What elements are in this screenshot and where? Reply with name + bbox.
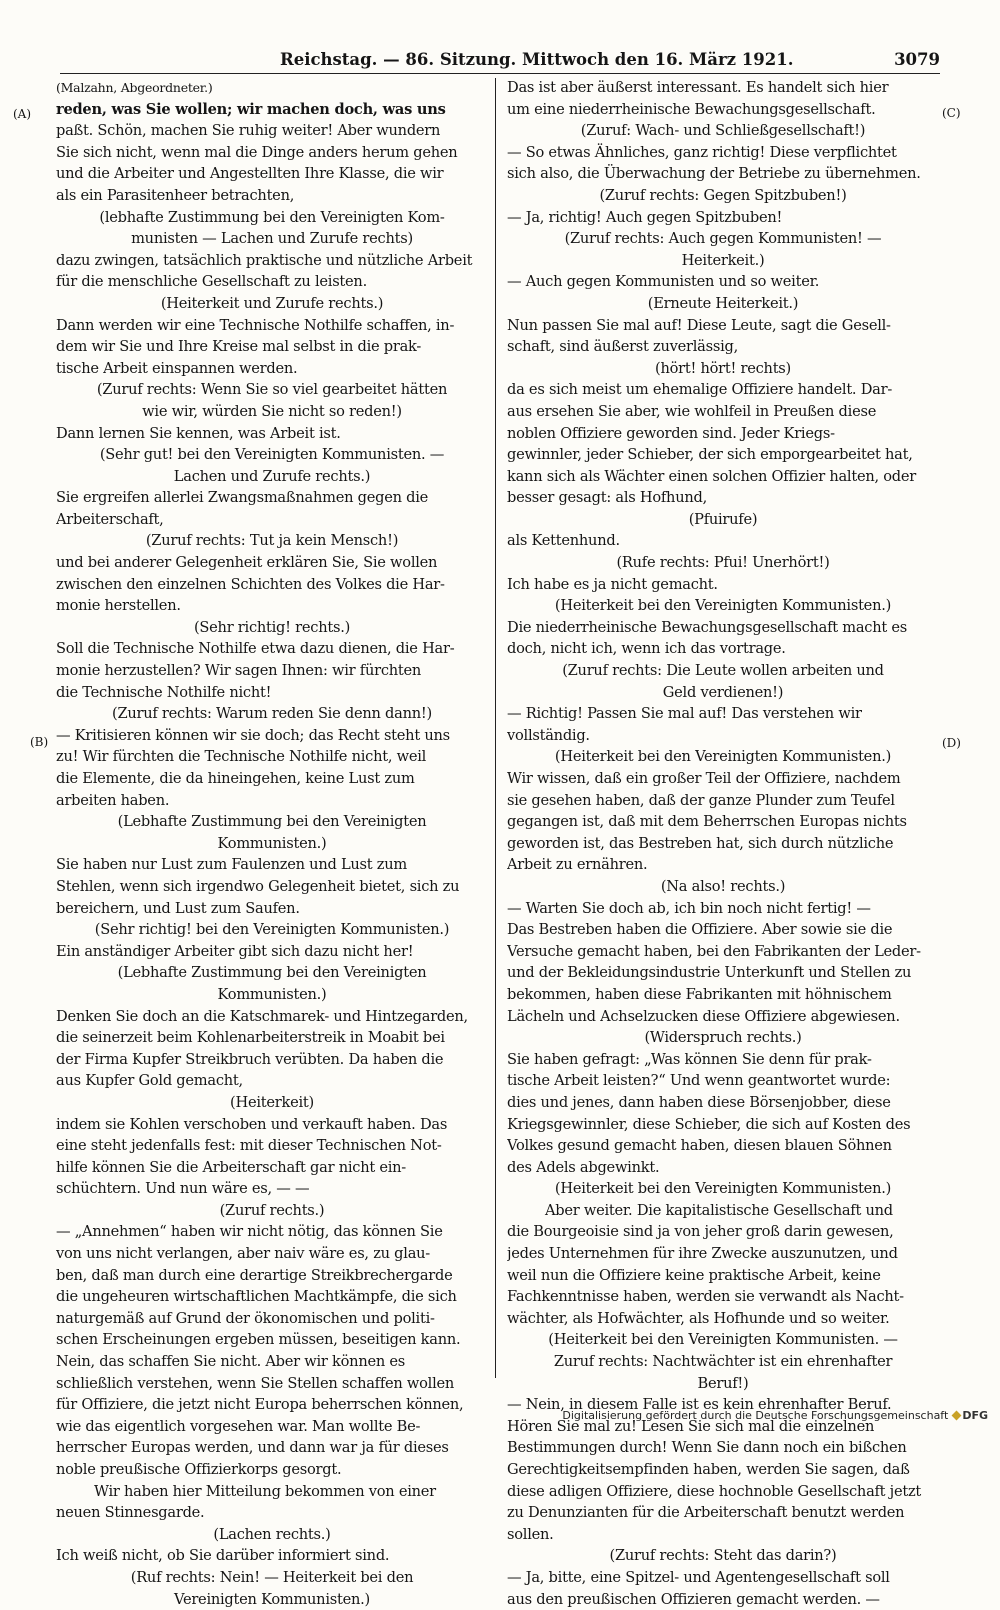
margin-marker-d: (D) (942, 736, 961, 750)
text-line: — Nein, in diesem Falle ist es kein ehrenhafter Beruf. (507, 1396, 892, 1414)
text-line: weil nun die Offiziere keine praktische Arbeit, keine (507, 1266, 881, 1284)
text-line: Aber weiter. Die kapitalistische Gesellschaft und (545, 1201, 893, 1219)
text-line: Versuche gemacht haben, bei den Fabrikanten der Leder- (507, 942, 921, 960)
text-line: (Sehr richtig! bei den Vereinigten Kommunisten.) (94, 921, 450, 939)
text-line: noblen Offiziere geworden sind. Jeder Kriegs- (507, 424, 835, 442)
text-line: (Heiterkeit bei den Vereinigten Kommunisten. — (548, 1331, 898, 1349)
dfg-logo (953, 1409, 988, 1422)
text-line: Hören Sie mal zu! Lesen Sie sich mal die einzelnen (507, 1417, 875, 1435)
text-line: (Lachen rechts.) (213, 1525, 331, 1543)
text-line: diese adligen Offiziere, diese hochnoble Gesellschaft jetzt (507, 1482, 922, 1500)
text-line: (Malzahn, Abgeordneter.) (56, 80, 213, 95)
page-number: 3079 (894, 50, 940, 69)
text-line: aus den preußischen Offizieren gemacht werden. — (507, 1590, 880, 1608)
text-line: (Zuruf rechts.) (219, 1201, 325, 1219)
text-line: — „Annehmen“ haben wir nicht nötig, das können Sie (56, 1223, 443, 1241)
text-line: dazu zwingen, tatsächlich praktische und nützliche Arbeit (56, 251, 473, 269)
margin-marker-a: (A) (13, 107, 32, 121)
text-line: (Lebhafte Zustimmung bei den Vereinigten (117, 813, 427, 831)
text-line: — So etwas Ähnliches, ganz richtig! Diese verpflichtet (507, 143, 897, 161)
text-line: wie das eigentlich vorgesehen war. Man wollte Be- (56, 1417, 421, 1435)
text-line: doch, nicht ich, wenn ich das vortrage. (507, 640, 786, 658)
page-header (60, 50, 940, 72)
text-line: (Sehr gut! bei den Vereinigten Kommunisten. — (99, 446, 445, 464)
text-line: (Zuruf rechts: Warum reden Sie denn dann!) (112, 705, 432, 723)
text-line: (Lebhafte Zustimmung bei den Vereinigten (117, 964, 427, 982)
text-line: (Heiterkeit bei den Vereinigten Kommunisten.) (554, 748, 892, 766)
text-line: (Heiterkeit bei den Vereinigten Kommunisten.) (554, 597, 892, 615)
text-line: wie wir, würden Sie nicht so reden!) (142, 402, 402, 420)
text-line: (Erneute Heiterkeit.) (647, 294, 799, 312)
text-line: — Ja, richtig! Auch gegen Spitzbuben! (507, 208, 783, 226)
text-line: Ein anständiger Arbeiter gibt sich dazu nicht her! (56, 942, 414, 960)
text-line: naturgemäß auf Grund der ökonomischen und politi- (56, 1309, 435, 1327)
text-line: Beruf!) (697, 1374, 749, 1392)
text-line: (Zuruf rechts: Steht das darin?) (609, 1547, 837, 1565)
text-line: Kommunisten.) (217, 985, 327, 1003)
text-line: (hört! hört! rechts) (655, 359, 791, 377)
text-line: aus Kupfer Gold gemacht, (56, 1072, 243, 1090)
text-line: — Richtig! Passen Sie mal auf! Das verstehen wir (507, 705, 862, 723)
text-line: die ungeheuren wirtschaftlichen Machtkämpfe, die sich (56, 1288, 457, 1306)
footer-text: Digitalisierung gefördert durch die Deutsche Forschungsgemeinschaft (562, 1409, 949, 1422)
text-line: geworden ist, das Bestreben hat, sich durch nützliche (507, 834, 894, 852)
text-line: und bei anderer Gelegenheit erklären Sie, Sie wollen (56, 554, 438, 572)
text-line: zwischen den einzelnen Schichten des Volkes die Har- (56, 575, 445, 593)
text-line: des Adels abgewinkt. (507, 1158, 660, 1176)
text-line: (Pfuirufe) (688, 510, 758, 528)
text-line: Nein, das schaffen Sie nicht. Aber wir können es (56, 1353, 406, 1371)
text-line: (Zuruf rechts: Tut ja kein Mensch!) (145, 532, 399, 550)
text-line: von uns nicht verlangen, aber naiv wäre es, zu glau- (56, 1245, 430, 1263)
text-line: Kriegsgewinnler, diese Schieber, die sich auf Kosten des (507, 1115, 911, 1133)
text-line: (Rufe rechts: Pfui! Unerhört!) (616, 554, 830, 572)
text-line: Stehlen, wenn sich irgendwo Gelegenheit bietet, sich zu (56, 877, 460, 895)
text-line: munisten — Lachen und Zurufe rechts) (131, 230, 413, 248)
text-line: dies und jenes, dann haben diese Börsenjobber, diese (507, 1093, 891, 1111)
header-rule (60, 73, 940, 74)
text-line: bekommen, haben diese Fabrikanten mit höhnischem (507, 985, 892, 1003)
text-line: kann sich als Wächter einen solchen Offizier halten, oder (507, 467, 917, 485)
text-line: Volkes gesund gemacht haben, diesen blauen Söhnen (507, 1137, 892, 1155)
text-line: schen Erscheinungen ergeben müssen, beseitigen kann. (56, 1331, 461, 1349)
text-line: Nun passen Sie mal auf! Diese Leute, sagt die Gesell- (507, 316, 891, 334)
text-line: da es sich meist um ehemalige Offiziere handelt. Dar- (507, 381, 893, 399)
text-line: hilfe können Sie die Arbeiterschaft gar nicht ein- (56, 1158, 406, 1176)
text-line: Geld verdienen!) (662, 683, 784, 701)
text-line: — Warten Sie doch ab, ich bin noch nicht fertig! — (507, 899, 871, 917)
text-line: (Sehr richtig! rechts.) (193, 618, 351, 636)
text-line: (Na also! rechts.) (660, 877, 786, 895)
text-line: Sie haben gefragt: „Was können Sie denn für prak- (507, 1050, 872, 1068)
text-line: Sie ergreifen allerlei Zwangsmaßnahmen gegen die (56, 489, 429, 507)
text-line: Vereinigten Kommunisten.) (174, 1590, 370, 1608)
text-line: Wir haben hier Mitteilung bekommen von einer (94, 1482, 436, 1500)
dfg-logo-icon (952, 1411, 962, 1421)
text-line: die Bourgeoisie sind ja von jeher groß darin gewesen, (507, 1223, 894, 1241)
text-line: Heiterkeit.) (681, 251, 765, 269)
text-line: neuen Stinnesgarde. (56, 1504, 205, 1522)
text-line: Gerechtigkeitsempfinden haben, werden Sie sagen, daß (507, 1461, 910, 1478)
text-line: der Firma Kupfer Streikbruch verübten. Da haben die (56, 1050, 444, 1068)
text-line: Arbeiterschaft, (56, 510, 164, 528)
text-line: die seinerzeit beim Kohlenarbeiterstreik in Moabit bei (56, 1029, 445, 1047)
text-line: reden, was Sie wollen; wir machen doch, was uns (56, 100, 446, 118)
text-line: herrscher Europas werden, und dann war ja für dieses (56, 1439, 449, 1457)
text-line: Sie haben nur Lust zum Faulenzen und Lust zum (56, 856, 407, 874)
text-line: Ich habe es ja nicht gemacht. (507, 575, 718, 593)
text-line: paßt. Schön, machen Sie ruhig weiter! Aber wundern (56, 122, 441, 140)
text-line: für Offiziere, die jetzt nicht Europa beherrschen können, (56, 1396, 464, 1414)
header-title: Reichstag. — 86. Sitzung. Mittwoch den 16. März 1921. (280, 50, 794, 69)
margin-marker-c: (C) (942, 106, 961, 120)
margin-marker-b: (B) (30, 735, 49, 749)
text-line: vollständig. (507, 726, 590, 744)
text-line: zu Denunzianten für die Arbeiterschaft benutzt werden (507, 1504, 905, 1522)
text-line: (Widerspruch rechts.) (644, 1029, 802, 1047)
text-line: sich also, die Überwachung der Betriebe zu übernehmen. (507, 165, 921, 183)
footer (562, 1409, 988, 1422)
text-line: gegangen ist, daß mit dem Beherrschen Europas nichts (507, 813, 907, 831)
text-line: um eine niederrheinische Bewachungsgesellschaft. (507, 100, 876, 118)
text-line: — Auch gegen Kommunisten und so weiter. (507, 273, 820, 291)
text-line: schließlich verstehen, wenn Sie Stellen schaffen wollen (56, 1374, 455, 1392)
text-line: (Heiterkeit und Zurufe rechts.) (160, 294, 384, 312)
text-line: schüchtern. Und nun wäre es, — — (56, 1180, 310, 1198)
text-line: Das ist aber äußerst interessant. Es handelt sich hier (507, 79, 889, 96)
text-line: Fachkenntnisse haben, werden sie verwandt als Nacht- (507, 1288, 904, 1306)
text-line: bereichern, und Lust zum Saufen. (56, 899, 300, 917)
text-line: (Zuruf rechts: Wenn Sie so viel gearbeitet hätten (96, 381, 448, 399)
text-line: Dann lernen Sie kennen, was Arbeit ist. (56, 424, 341, 442)
text-line: gewinnler, jeder Schieber, der sich emporgearbeitet hat, (507, 446, 913, 464)
text-line: aus ersehen Sie aber, wie wohlfeil in Preußen diese (507, 402, 877, 420)
text-line: für die menschliche Gesellschaft zu leisten. (56, 273, 367, 291)
text-line: sollen. (507, 1525, 554, 1543)
text-line: Kommunisten.) (217, 834, 327, 852)
text-line: Arbeit zu ernähren. (507, 856, 648, 874)
text-line: Lächeln und Achselzucken diese Offiziere abgewiesen. (507, 1007, 900, 1025)
dfg-logo-text: DFG (962, 1409, 988, 1422)
text-line: und der Bekleidungsindustrie Unterkunft und Stellen zu (507, 964, 912, 982)
text-line: Die niederrheinische Bewachungsgesellschaft macht es (507, 618, 907, 636)
text-line: monie herstellen. (56, 597, 181, 615)
text-line: (Zuruf rechts: Die Leute wollen arbeiten und (562, 662, 884, 680)
text-line: wächter, als Hofwächter, als Hofhunde und so weiter. (507, 1309, 890, 1327)
text-line: monie herzustellen? Wir sagen Ihnen: wir fürchten (56, 662, 422, 680)
text-line: sie gesehen haben, daß der ganze Plunder zum Teufel (507, 791, 895, 809)
text-line: als ein Parasitenheer betrachten, (56, 186, 295, 204)
text-line: (Heiterkeit) (230, 1093, 314, 1111)
text-line: indem sie Kohlen verschoben und verkauft haben. Das (56, 1115, 448, 1133)
text-line: Lachen und Zurufe rechts.) (173, 467, 371, 485)
text-line: Wir wissen, daß ein großer Teil der Offiziere, nachdem (507, 770, 901, 787)
text-line: Das Bestreben haben die Offiziere. Aber sowie sie die (507, 921, 893, 939)
text-line: dem wir Sie und Ihre Kreise mal selbst in die prak- (56, 338, 422, 356)
text-line: — Ja, bitte, eine Spitzel- und Agentengesellschaft soll (507, 1568, 890, 1586)
column-divider (495, 78, 496, 1378)
text-line: (Heiterkeit bei den Vereinigten Kommunisten.) (554, 1180, 892, 1198)
text-line: Soll die Technische Nothilfe etwa dazu dienen, die Har- (56, 640, 455, 658)
text-line: schaft, sind äußerst zuverlässig, (507, 338, 738, 356)
text-line: die Technische Nothilfe nicht! (56, 683, 272, 701)
right-column (507, 77, 939, 1610)
text-line: (Zuruf: Wach- und Schließgesellschaft!) (580, 122, 866, 140)
text-line: die Elemente, die da hineingehen, keine Lust zum (56, 770, 415, 787)
text-line: Ich weiß nicht, ob Sie darüber informiert sind. (56, 1547, 390, 1565)
text-line: tische Arbeit einspannen werden. (56, 359, 298, 377)
text-line: zu! Wir fürchten die Technische Nothilfe nicht, weil (56, 748, 427, 766)
left-column (56, 77, 488, 1610)
text-line: eine steht jedenfalls fest: mit dieser Technischen Not- (56, 1137, 442, 1155)
text-line: Dann werden wir eine Technische Nothilfe schaffen, in- (56, 316, 455, 334)
text-line: Denken Sie doch an die Katschmarek- und Hintzegarden, (56, 1007, 468, 1025)
text-line: tische Arbeit leisten?“ Und wenn geantwortet wurde: (507, 1072, 891, 1090)
text-line: besser gesagt: als Hofhund, (507, 489, 707, 507)
text-line: arbeiten haben. (56, 791, 170, 809)
text-line: (lebhafte Zustimmung bei den Vereinigten Kom- (99, 208, 445, 226)
text-line: ben, daß man durch eine derartige Streikbrechergarde (56, 1266, 453, 1284)
text-line: Zuruf rechts: Nachtwächter ist ein ehrenhafter (553, 1353, 893, 1371)
text-line: Sie sich nicht, wenn mal die Dinge anders herum gehen (56, 143, 458, 161)
text-line: (Zuruf rechts: Auch gegen Kommunisten! — (564, 230, 882, 248)
text-line: jedes Unternehmen für ihre Zwecke auszunutzen, und (507, 1245, 898, 1263)
text-line: noble preußische Offizierkorps gesorgt. (56, 1461, 342, 1478)
text-line: und die Arbeiter und Angestellten Ihre Klasse, die wir (56, 165, 444, 183)
text-line: (Zuruf rechts: Gegen Spitzbuben!) (599, 186, 847, 204)
text-line: — Kritisieren können wir sie doch; das Recht steht uns (56, 726, 450, 744)
text-line: Bestimmungen durch! Wenn Sie dann noch ein bißchen (507, 1439, 907, 1457)
text-line: (Ruf rechts: Nein! — Heiterkeit bei den (130, 1568, 414, 1586)
text-line: als Kettenhund. (507, 532, 620, 550)
